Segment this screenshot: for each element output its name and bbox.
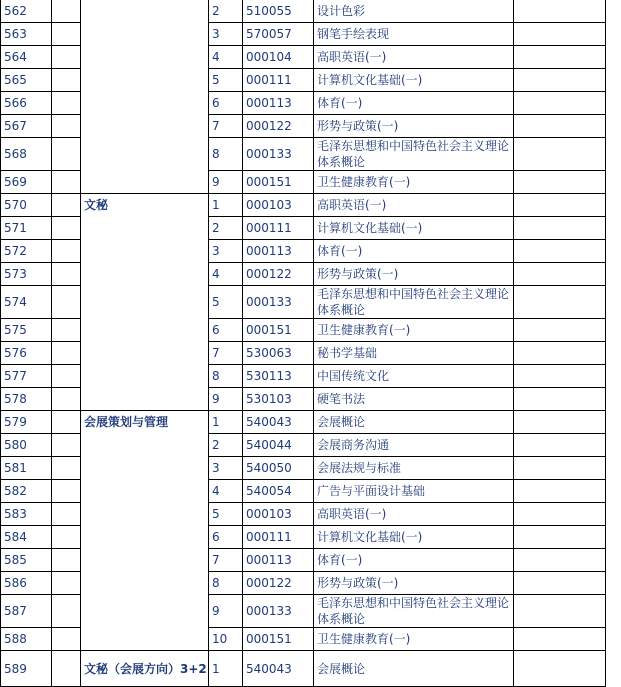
course-name-cell: 广告与平面设计基础 — [313, 480, 513, 502]
blank-cell — [51, 480, 80, 502]
course-name-cell: 设计色彩 — [313, 0, 513, 22]
course-name-cell: 形势与政策(一) — [313, 263, 513, 285]
blank-cell — [51, 526, 80, 548]
remark-cell — [513, 549, 606, 571]
blank-cell — [51, 194, 80, 216]
seq-cell: 577 — [0, 365, 51, 387]
seq-cell: 574 — [0, 286, 51, 318]
remark-cell — [513, 138, 606, 170]
seq-cell: 580 — [0, 434, 51, 456]
remark-cell — [513, 92, 606, 114]
seq-cell: 583 — [0, 503, 51, 525]
course-number-cell: 3 — [208, 457, 242, 479]
course-name-cell: 毛泽东思想和中国特色社会主义理论体系概论 — [313, 286, 513, 318]
blank-cell — [51, 595, 80, 627]
blank-cell — [51, 286, 80, 318]
course-code-cell: 530063 — [242, 342, 313, 364]
course-number-cell: 5 — [208, 503, 242, 525]
seq-cell: 579 — [0, 411, 51, 433]
course-code-cell: 000111 — [242, 217, 313, 239]
course-code-cell: 000122 — [242, 572, 313, 594]
course-name-cell: 钢笔手绘表现 — [313, 23, 513, 45]
course-number-cell: 7 — [208, 342, 242, 364]
course-number-cell: 2 — [208, 217, 242, 239]
course-name-cell: 会展概论 — [313, 651, 513, 686]
blank-cell — [51, 217, 80, 239]
seq-cell: 575 — [0, 319, 51, 341]
blank-cell — [51, 549, 80, 571]
seq-cell: 566 — [0, 92, 51, 114]
course-number-cell: 5 — [208, 286, 242, 318]
course-code-cell: 000103 — [242, 194, 313, 216]
course-code-cell: 540043 — [242, 651, 313, 686]
remark-cell — [513, 194, 606, 216]
remark-cell — [513, 115, 606, 137]
course-number-cell: 8 — [208, 138, 242, 170]
blank-cell — [51, 23, 80, 45]
course-name-cell: 体育(一) — [313, 240, 513, 262]
blank-cell — [51, 628, 80, 650]
course-code-cell: 530103 — [242, 388, 313, 410]
remark-cell — [513, 572, 606, 594]
seq-cell: 576 — [0, 342, 51, 364]
course-number-cell: 2 — [208, 434, 242, 456]
blank-cell — [51, 115, 80, 137]
blank-cell — [51, 92, 80, 114]
remark-cell — [513, 286, 606, 318]
course-code-cell: 000151 — [242, 319, 313, 341]
course-number-cell: 1 — [208, 411, 242, 433]
course-code-cell: 000151 — [242, 171, 313, 193]
seq-cell: 564 — [0, 46, 51, 68]
blank-cell — [51, 240, 80, 262]
remark-cell — [513, 526, 606, 548]
course-code-cell: 530113 — [242, 365, 313, 387]
remark-cell — [513, 171, 606, 193]
seq-cell: 568 — [0, 138, 51, 170]
remark-cell — [513, 503, 606, 525]
seq-cell: 567 — [0, 115, 51, 137]
course-name-cell: 卫生健康教育(一) — [313, 171, 513, 193]
course-number-cell: 9 — [208, 171, 242, 193]
course-number-cell: 7 — [208, 549, 242, 571]
course-number-cell: 2 — [208, 0, 242, 22]
course-code-cell: 000103 — [242, 503, 313, 525]
course-code-cell: 000122 — [242, 115, 313, 137]
course-code-cell: 000133 — [242, 138, 313, 170]
course-code-cell: 540044 — [242, 434, 313, 456]
course-number-cell: 1 — [208, 651, 242, 686]
major-name-cell — [80, 411, 208, 650]
course-code-cell: 000113 — [242, 92, 313, 114]
course-number-cell: 6 — [208, 319, 242, 341]
blank-cell — [51, 388, 80, 410]
course-code-cell: 000113 — [242, 549, 313, 571]
remark-cell — [513, 411, 606, 433]
seq-cell: 569 — [0, 171, 51, 193]
course-code-cell: 000133 — [242, 286, 313, 318]
course-name-cell: 硬笔书法 — [313, 388, 513, 410]
blank-cell — [51, 434, 80, 456]
course-name-cell: 秘书学基础 — [313, 342, 513, 364]
seq-cell: 570 — [0, 194, 51, 216]
course-code-cell: 540043 — [242, 411, 313, 433]
blank-cell — [51, 138, 80, 170]
course-name-cell: 毛泽东思想和中国特色社会主义理论体系概论 — [313, 595, 513, 627]
course-number-cell: 4 — [208, 263, 242, 285]
remark-cell — [513, 46, 606, 68]
course-name-cell: 高职英语(一) — [313, 194, 513, 216]
remark-cell — [513, 480, 606, 502]
remark-cell — [513, 388, 606, 410]
remark-cell — [513, 217, 606, 239]
remark-cell — [513, 628, 606, 650]
blank-cell — [51, 365, 80, 387]
course-number-cell: 5 — [208, 69, 242, 91]
remark-cell — [513, 595, 606, 627]
course-name-cell: 计算机文化基础(一) — [313, 217, 513, 239]
course-name-cell: 形势与政策(一) — [313, 572, 513, 594]
blank-cell — [51, 319, 80, 341]
course-number-cell: 8 — [208, 365, 242, 387]
course-name-cell: 会展法规与标准 — [313, 457, 513, 479]
course-number-cell: 3 — [208, 240, 242, 262]
course-name-cell: 卫生健康教育(一) — [313, 319, 513, 341]
course-name-cell: 卫生健康教育(一) — [313, 628, 513, 650]
remark-cell — [513, 0, 606, 22]
remark-cell — [513, 365, 606, 387]
remark-cell — [513, 342, 606, 364]
course-name-cell: 毛泽东思想和中国特色社会主义理论体系概论 — [313, 138, 513, 170]
remark-cell — [513, 263, 606, 285]
blank-cell — [51, 46, 80, 68]
seq-cell: 573 — [0, 263, 51, 285]
course-number-cell: 8 — [208, 572, 242, 594]
seq-cell: 571 — [0, 217, 51, 239]
remark-cell — [513, 240, 606, 262]
course-number-cell: 6 — [208, 92, 242, 114]
course-name-cell: 计算机文化基础(一) — [313, 69, 513, 91]
seq-cell: 578 — [0, 388, 51, 410]
course-name-cell: 计算机文化基础(一) — [313, 526, 513, 548]
major-name-cell — [80, 194, 208, 410]
blank-cell — [51, 263, 80, 285]
remark-cell — [513, 434, 606, 456]
seq-cell: 585 — [0, 549, 51, 571]
remark-cell — [513, 319, 606, 341]
remark-cell — [513, 23, 606, 45]
major-name: 会展策划与管理 — [84, 415, 169, 429]
seq-cell: 562 — [0, 0, 51, 22]
blank-cell — [51, 503, 80, 525]
seq-cell: 584 — [0, 526, 51, 548]
course-code-cell: 000151 — [242, 628, 313, 650]
course-code-cell: 000104 — [242, 46, 313, 68]
course-name-cell: 中国传统文化 — [313, 365, 513, 387]
blank-cell — [51, 572, 80, 594]
course-code-cell: 000111 — [242, 69, 313, 91]
blank-cell — [51, 342, 80, 364]
course-code-cell: 510055 — [242, 0, 313, 22]
blank-cell — [51, 0, 80, 22]
seq-cell: 588 — [0, 628, 51, 650]
course-name-cell: 会展商务沟通 — [313, 434, 513, 456]
major-name: 文秘 — [84, 198, 109, 212]
seq-cell: 572 — [0, 240, 51, 262]
seq-cell: 563 — [0, 23, 51, 45]
course-number-cell: 4 — [208, 46, 242, 68]
course-code-cell: 570057 — [242, 23, 313, 45]
course-number-cell: 1 — [208, 194, 242, 216]
course-code-cell: 000122 — [242, 263, 313, 285]
course-code-cell: 000111 — [242, 526, 313, 548]
blank-cell — [51, 411, 80, 433]
course-code-cell: 540050 — [242, 457, 313, 479]
major-name-cell — [80, 0, 208, 193]
course-number-cell: 9 — [208, 595, 242, 627]
blank-cell — [51, 457, 80, 479]
course-code-cell: 540054 — [242, 480, 313, 502]
seq-cell: 586 — [0, 572, 51, 594]
course-name-cell: 会展概论 — [313, 411, 513, 433]
course-number-cell: 7 — [208, 115, 242, 137]
course-number-cell: 4 — [208, 480, 242, 502]
seq-cell: 565 — [0, 69, 51, 91]
course-name-cell: 高职英语(一) — [313, 503, 513, 525]
seq-cell: 582 — [0, 480, 51, 502]
course-number-cell: 10 — [208, 628, 242, 650]
course-code-cell: 000133 — [242, 595, 313, 627]
course-number-cell: 3 — [208, 23, 242, 45]
seq-cell: 589 — [0, 651, 51, 686]
blank-cell — [51, 69, 80, 91]
major-name: 文秘（会展方向）3+2 — [84, 661, 207, 676]
course-number-cell: 9 — [208, 388, 242, 410]
course-code-cell: 000113 — [242, 240, 313, 262]
blank-cell — [51, 171, 80, 193]
seq-cell: 581 — [0, 457, 51, 479]
seq-cell: 587 — [0, 595, 51, 627]
remark-cell — [513, 457, 606, 479]
remark-cell — [513, 69, 606, 91]
course-name-cell: 体育(一) — [313, 92, 513, 114]
course-name-cell: 体育(一) — [313, 549, 513, 571]
course-name-cell: 高职英语(一) — [313, 46, 513, 68]
course-number-cell: 6 — [208, 526, 242, 548]
course-name-cell: 形势与政策(一) — [313, 115, 513, 137]
